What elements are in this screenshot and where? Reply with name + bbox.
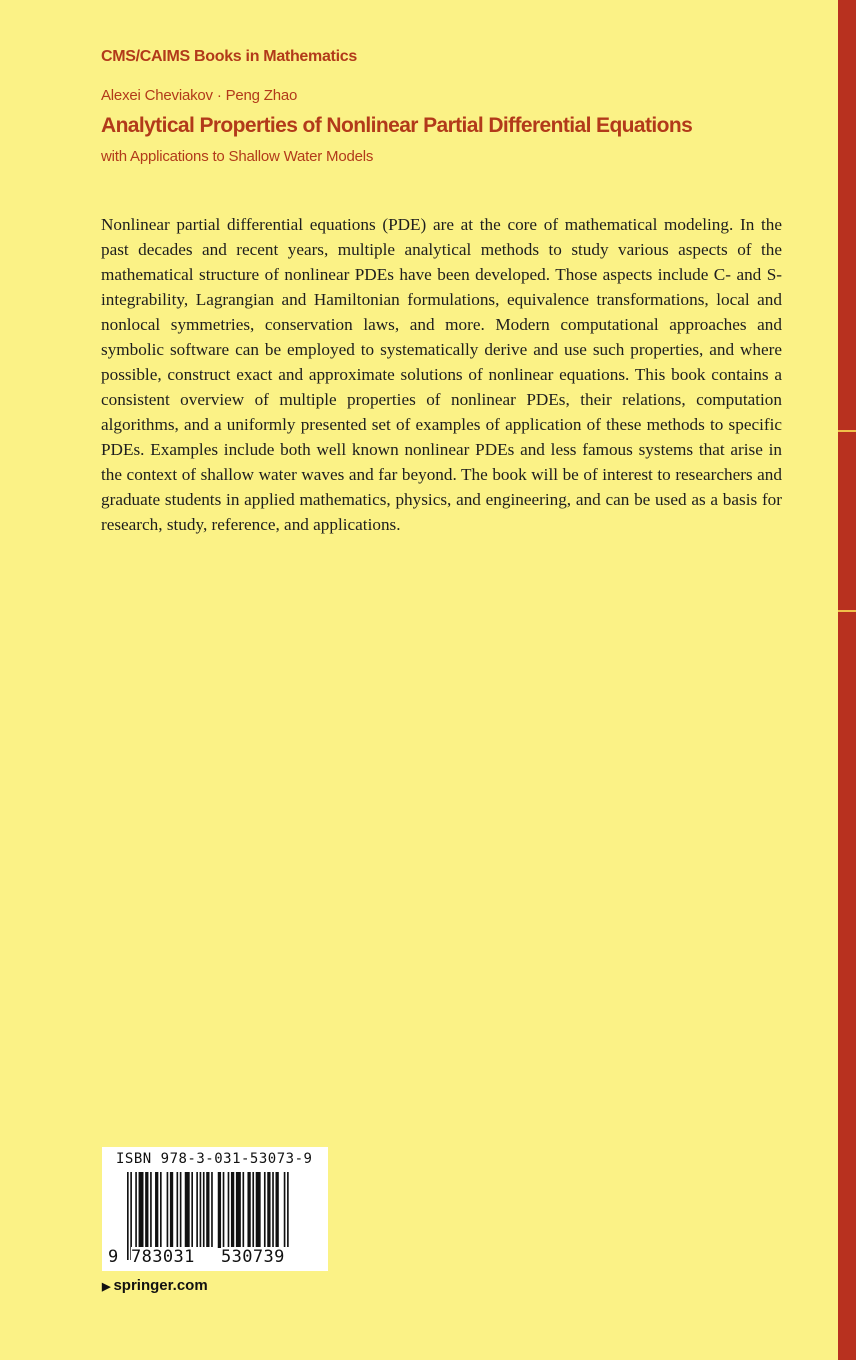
barcode-bar [243,1172,245,1248]
barcode-bar [135,1172,137,1248]
barcode-bar [218,1172,221,1248]
isbn-label: ISBN 978-3-031-53073-9 [116,1151,313,1167]
barcode-bar [256,1172,261,1248]
barcode-bar [155,1172,158,1248]
barcode-bar [272,1172,274,1248]
play-arrow-icon: ▶ [102,1281,111,1293]
ean-left-digits: 783031 [131,1247,215,1267]
barcode-bar [180,1172,182,1248]
series-name: CMS/CAIMS Books in Mathematics [101,48,357,65]
barcode-bar [228,1172,230,1248]
barcode-bar [170,1172,173,1248]
barcode-bar [127,1172,129,1260]
barcode-bar [267,1172,270,1248]
publisher-link-text: springer.com [113,1277,208,1294]
barcode-bar [160,1172,162,1248]
book-title: Analytical Properties of Nonlinear Partial Differential Equations [101,114,693,137]
isbn-barcode [102,1147,328,1271]
barcode-bar [145,1172,148,1248]
barcode-bar [211,1172,213,1248]
barcode-bar [177,1172,179,1248]
barcode-bar [247,1172,250,1248]
spine-strip [838,0,856,1360]
ean-first-digit: 9 [108,1247,119,1267]
barcode-bar [276,1172,279,1248]
barcode-bar [264,1172,266,1248]
authors: Alexei Cheviakov · Peng Zhao [101,87,298,104]
barcode-bar [150,1172,152,1248]
barcode-bar [139,1172,144,1248]
barcode-bar [236,1172,241,1248]
barcode-bar [231,1172,234,1248]
spine-divider [838,430,856,432]
barcode-bar [196,1172,198,1248]
publisher-link[interactable] [102,1277,208,1294]
book-subtitle: with Applications to Shallow Water Models [101,148,374,165]
barcode-bar [167,1172,169,1248]
ean-right-digits: 530739 [221,1247,305,1267]
barcode-bar [223,1172,225,1248]
barcode-bar [252,1172,254,1248]
barcode-bar [191,1172,193,1248]
spine-divider [838,610,856,612]
barcode-bar [185,1172,190,1248]
blurb-text: Nonlinear partial differential equations (PDE) are at the core of mathematical modeling. In the past decades and recent years, multiple analytical methods to study various aspects of the mathematical structure of nonlinear PDEs have been developed. Those aspects include C- and S-integrability, Lagrangian and Hamiltonian formulations, equivalence transformations, local and nonlocal symmetries, conservation laws, and more. Modern computational approaches and symbolic software can be employed to systematically derive and use such properties, and where possible, construct exact and approximate solutions of nonlinear equations. This book contains a consistent overview of multiple properties of nonlinear PDEs, their relations, computation algorithms, and a uniformly presented set of examples of application of these methods to specific PDEs. Examples include both well known nonlinear PDEs and less famous systems that arise in the context of shallow water waves and far beyond. The book will be of interest to researchers and graduate students in applied mathematics, physics, and engineering, and can be used as a basis for research, study, reference, and applications. [101,215,782,534]
